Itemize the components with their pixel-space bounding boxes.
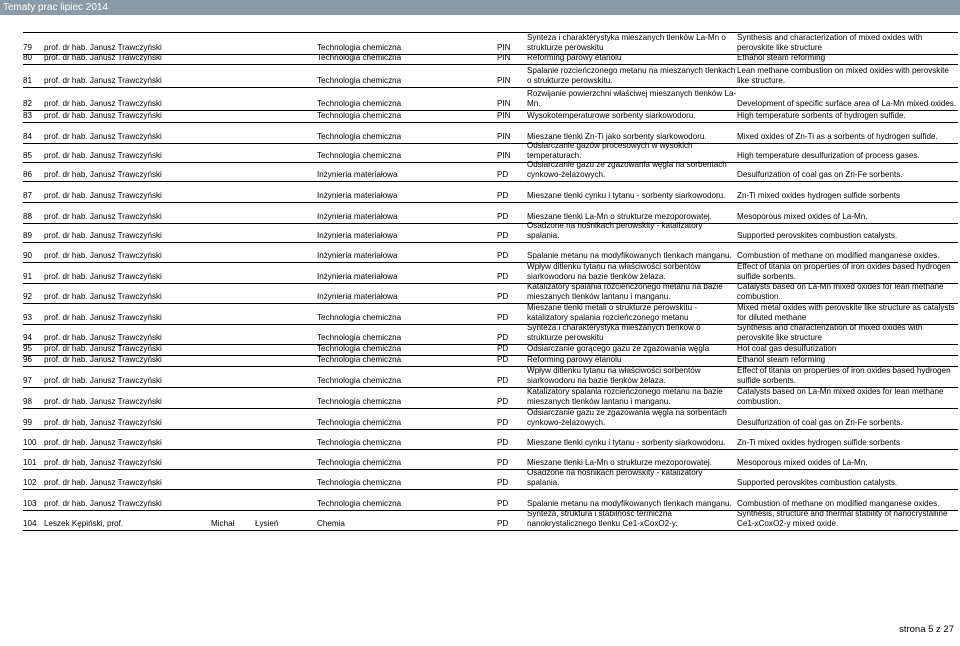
- department: Technologia chemiczna: [317, 76, 402, 86]
- supervisor-name: prof. dr hab. Janusz Trawczyński: [44, 191, 162, 201]
- title-polish: Odsiarczanie gazu ze zgazowania węgla na sorbentach cynkowo-żelazowych.: [527, 160, 727, 180]
- table-row: [23, 263, 958, 284]
- title-english: Development of specific surface area of La-Mn mixed oxides.: [737, 99, 957, 109]
- supervisor-name: prof. dr hab. Janusz Trawczyński: [44, 292, 162, 302]
- page-number: strona 5 z 27: [899, 624, 954, 635]
- title-polish: Reforming parowy etanolu: [527, 53, 622, 63]
- thesis-type: PD: [497, 344, 509, 354]
- thesis-type: PIN: [497, 151, 511, 161]
- title-polish: Spalanie metanu na modyfikowanych tlenkach manganu.: [527, 251, 732, 261]
- thesis-type: PD: [497, 438, 509, 448]
- table-row: [23, 141, 958, 163]
- thesis-type: PD: [497, 191, 509, 201]
- row-number: 90: [23, 251, 33, 261]
- row-number: 80: [23, 53, 33, 63]
- thesis-type: PD: [497, 458, 509, 468]
- topics-table: [23, 32, 958, 531]
- title-english: Supported perovskites combustion catalysts.: [737, 478, 898, 488]
- table-row: [23, 88, 958, 111]
- title-polish: Mieszane tlenki metali o strukturze perowskitu - katalizatory spalania rozcieńczonego metanu: [527, 303, 698, 323]
- supervisor-name: prof. dr hab. Janusz Trawczyński: [44, 53, 162, 63]
- thesis-type: PD: [497, 272, 509, 282]
- title-polish: Synteza i charakterystyka mieszanych tlenków o strukturze perowskitu: [527, 323, 701, 343]
- thesis-type: PD: [497, 355, 509, 365]
- supervisor-name: prof. dr hab. Janusz Trawczyński: [44, 333, 162, 343]
- table-row: [23, 304, 958, 325]
- supervisor-name: prof. dr hab. Janusz Trawczyński: [44, 344, 162, 354]
- row-number: 84: [23, 132, 33, 142]
- thesis-type: PD: [497, 418, 509, 428]
- supervisor-name: prof. dr hab. Janusz Trawczyński: [44, 458, 162, 468]
- table-row: [23, 182, 958, 203]
- title-english: High temperature desulfurization of process gases.: [737, 151, 920, 161]
- thesis-type: PD: [497, 231, 509, 241]
- title-polish: Mieszane tlenki La-Mn o strukturze mezoporowatej.: [527, 458, 712, 468]
- title-english: Supported perovskites combustion catalysts.: [737, 231, 898, 241]
- title-polish: Katalizatory spalania rozcieńczonego metanu na bazie mieszanych tlenków lantanu i manganu.: [527, 387, 723, 407]
- table-row: [23, 55, 958, 65]
- title-english: Synthesis and characterization of mixed oxides with perovskite like structure: [737, 33, 923, 53]
- table-row: [23, 388, 958, 409]
- title-polish: Osadzone na nośnikach perowskity - katalizatory spalania.: [527, 468, 703, 488]
- department: Technologia chemiczna: [317, 499, 402, 509]
- department: Technologia chemiczna: [317, 458, 402, 468]
- title-polish: Mieszane tlenki La-Mn o strukturze mezoporowatej.: [527, 212, 712, 222]
- row-number: 83: [23, 111, 33, 121]
- title-polish: Spalanie metanu na modyfikowanych tlenkach manganu.: [527, 499, 732, 509]
- supervisor-name: prof. dr hab. Janusz Trawczyński: [44, 231, 162, 241]
- document-title: Tematy prac lipiec 2014: [3, 2, 109, 13]
- title-polish: Wpływ ditlenku tytanu na właściwości sorbentów siarkowodoru na bazie tlenków żelaza.: [527, 366, 701, 386]
- department: Technologia chemiczna: [317, 53, 402, 63]
- title-english: Combustion of methane on modified manganese oxides.: [737, 251, 940, 261]
- supervisor-name: prof. dr hab. Janusz Trawczyński: [44, 132, 162, 142]
- title-polish: Osadzone na nośnikach perowskity - katalizatory spalania.: [527, 221, 703, 241]
- supervisor-name: prof. dr hab. Janusz Trawczyński: [44, 111, 162, 121]
- student-first-name: Michał: [211, 519, 235, 529]
- row-number: 91: [23, 272, 33, 282]
- title-polish: Odsiarczanie gorącego gazu ze zgazowania węgla: [527, 344, 710, 354]
- title-polish: Odsiarczanie gazów procesowych w wysokich temperaturach.: [527, 141, 693, 161]
- table-row: [23, 203, 958, 224]
- title-english: Effect of titania on properties of iron oxides based hydrogen sulfide sorbents.: [737, 366, 951, 386]
- table-row: [23, 160, 958, 182]
- department: Technologia chemiczna: [317, 397, 402, 407]
- supervisor-name: prof. dr hab. Janusz Trawczyński: [44, 170, 162, 180]
- table-row: [23, 356, 958, 367]
- thesis-type: PD: [497, 212, 509, 222]
- title-english: Zn-Ti mixed oxides hydrogen sulfide sorbents: [737, 191, 901, 201]
- thesis-type: PD: [497, 313, 509, 323]
- supervisor-name: prof. dr hab. Janusz Trawczyński: [44, 272, 162, 282]
- table-row: [23, 325, 958, 345]
- title-english: Zn-Ti mixed oxides hydrogen sulfide sorbents: [737, 438, 901, 448]
- title-english: Catalysts based on La-Mn mixed oxides for lean methane combustion.: [737, 387, 944, 407]
- title-english: Effect of titania on properties of iron oxides based hydrogen sulfide sorbents.: [737, 262, 951, 282]
- row-number: 101: [23, 458, 37, 468]
- department: Technologia chemiczna: [317, 132, 402, 142]
- title-english: Mixed oxides of Zn-Ti as a sorbents of hydrogen sulfide.: [737, 132, 938, 142]
- title-polish: Mieszane tlenki Zn-Ti jako sorbenty siarkowodoru.: [527, 132, 707, 142]
- title-polish: Reforming parowy etanolu: [527, 355, 622, 365]
- title-polish: Synteza i charakterystyka mieszanych tlenków La-Mn o strukturze perowskitu: [527, 33, 726, 53]
- title-english: Desulfurization of coal gas on Zn-Fe sorbents.: [737, 418, 903, 428]
- supervisor-name: prof. dr hab. Janusz Trawczyński: [44, 478, 162, 488]
- row-number: 104: [23, 519, 37, 529]
- supervisor-name: prof. dr hab. Janusz Trawczyński: [44, 43, 162, 53]
- table-row: [23, 430, 958, 450]
- table-row: [23, 367, 958, 388]
- table-row: [23, 450, 958, 470]
- department: Technologia chemiczna: [317, 438, 402, 448]
- department: Inżynieria materiałowa: [317, 170, 398, 180]
- row-number: 85: [23, 151, 33, 161]
- department: Technologia chemiczna: [317, 333, 402, 343]
- title-english: Ethanol steam reforming: [737, 355, 826, 365]
- table-row: [23, 65, 958, 88]
- document-header-bar: [0, 0, 960, 15]
- title-english: Synthesis, structure and thermal stability of nanocrystalline Ce1-xCoxO2-y mixed oxide.: [737, 509, 948, 529]
- department: Technologia chemiczna: [317, 376, 402, 386]
- supervisor-name: prof. dr hab. Janusz Trawczyński: [44, 99, 162, 109]
- row-number: 88: [23, 212, 33, 222]
- row-number: 82: [23, 99, 33, 109]
- thesis-type: PD: [497, 478, 509, 488]
- thesis-type: PD: [497, 376, 509, 386]
- department: Inżynieria materiałowa: [317, 231, 398, 241]
- thesis-type: PD: [497, 333, 509, 343]
- table-row: [23, 511, 958, 531]
- department: Chemia: [317, 519, 345, 529]
- department: Technologia chemiczna: [317, 313, 402, 323]
- title-polish: Wpływ ditlenku tytanu na właściwości sorbentów siarkowodoru na bazie tlenków żelaza.: [527, 262, 701, 282]
- title-polish: Mieszane tlenki cynku i tytanu - sorbenty siarkowodoru.: [527, 191, 726, 201]
- supervisor-name: prof. dr hab. Janusz Trawczyński: [44, 151, 162, 161]
- department: Inżynieria materiałowa: [317, 191, 398, 201]
- department: Inżynieria materiałowa: [317, 292, 398, 302]
- title-english: Mesoporous mixed oxides of La-Mn.: [737, 458, 868, 468]
- title-polish: Rozwijanie powierzchni właściwej mieszanych tlenków La-Mn.: [527, 89, 737, 109]
- supervisor-name: prof. dr hab. Janusz Trawczyński: [44, 397, 162, 407]
- row-number: 98: [23, 397, 33, 407]
- supervisor-name: prof. dr hab. Janusz Trawczyński: [44, 499, 162, 509]
- row-number: 89: [23, 231, 33, 241]
- table-row: [23, 490, 958, 511]
- table-row: [23, 123, 958, 144]
- department: Technologia chemiczna: [317, 43, 402, 53]
- title-english: Hot coal gas desulfurization: [737, 344, 837, 354]
- title-english: Ethanol steam reforming: [737, 53, 826, 63]
- table-row: [23, 243, 958, 263]
- row-number: 93: [23, 313, 33, 323]
- row-number: 86: [23, 170, 33, 180]
- thesis-type: PD: [497, 499, 509, 509]
- thesis-type: PD: [497, 519, 509, 529]
- title-polish: Spalanie rozcieńczonego metanu na mieszanych tlenkach o strukturze perowskitu.: [527, 66, 736, 86]
- row-number: 99: [23, 418, 33, 428]
- thesis-type: PIN: [497, 99, 511, 109]
- title-english: High temperature sorbents of hydrogen sulfide.: [737, 111, 906, 121]
- supervisor-name: Leszek Kępiński, prof.: [44, 519, 124, 529]
- thesis-type: PD: [497, 251, 509, 261]
- supervisor-name: prof. dr hab. Janusz Trawczyński: [44, 76, 162, 86]
- title-polish: Wysokotemperaturowe sorbenty siarkowodoru.: [527, 111, 696, 121]
- thesis-type: PD: [497, 170, 509, 180]
- row-number: 87: [23, 191, 33, 201]
- title-english: Lean methane combustion on mixed oxides with perovskite like structure.: [737, 66, 949, 86]
- department: Inżynieria materiałowa: [317, 212, 398, 222]
- table-row: [23, 32, 958, 55]
- department: Technologia chemiczna: [317, 478, 402, 488]
- title-polish: Synteza, struktura i stabilność termiczna nanokrystalicznego tlenku Ce1-xCoxO2-y.: [527, 509, 678, 529]
- thesis-type: PD: [497, 292, 509, 302]
- title-english: Mixed metal oxides with perovskite like structure as catalysts for diluted methane: [737, 303, 955, 323]
- row-number: 100: [23, 438, 37, 448]
- row-number: 95: [23, 344, 33, 354]
- row-number: 103: [23, 499, 37, 509]
- table-row: [23, 470, 958, 490]
- supervisor-name: prof. dr hab. Janusz Trawczyński: [44, 438, 162, 448]
- row-number: 96: [23, 355, 33, 365]
- department: Inżynieria materiałowa: [317, 272, 398, 282]
- title-english: Catalysts based on La-Mn mixed oxides for lean methane combustion.: [737, 282, 944, 302]
- department: Technologia chemiczna: [317, 99, 402, 109]
- thesis-type: PIN: [497, 76, 511, 86]
- row-number: 94: [23, 333, 33, 343]
- title-polish: Mieszane tlenki cynku i tytanu - sorbenty siarkowodoru.: [527, 438, 726, 448]
- supervisor-name: prof. dr hab. Janusz Trawczyński: [44, 212, 162, 222]
- title-english: Synthesis and characterization of mixed oxides with perovskite like structure: [737, 323, 923, 343]
- table-row: [23, 111, 958, 123]
- student-surname: Łysień: [255, 519, 279, 529]
- department: Technologia chemiczna: [317, 355, 402, 365]
- department: Technologia chemiczna: [317, 151, 402, 161]
- department: Technologia chemiczna: [317, 111, 402, 121]
- supervisor-name: prof. dr hab. Janusz Trawczyński: [44, 313, 162, 323]
- title-english: Desulfurization of coal gas on Zn-Fe sorbents.: [737, 170, 903, 180]
- department: Inżynieria materiałowa: [317, 251, 398, 261]
- thesis-type: PIN: [497, 53, 511, 63]
- row-number: 81: [23, 76, 33, 86]
- supervisor-name: prof. dr hab. Janusz Trawczyński: [44, 251, 162, 261]
- row-number: 102: [23, 478, 37, 488]
- title-english: Mesoporous mixed oxides of La-Mn.: [737, 212, 868, 222]
- supervisor-name: prof. dr hab. Janusz Trawczyński: [44, 418, 162, 428]
- table-row: [23, 284, 958, 304]
- supervisor-name: prof. dr hab. Janusz Trawczyński: [44, 355, 162, 365]
- row-number: 97: [23, 376, 33, 386]
- table-row: [23, 409, 958, 430]
- title-polish: Odsiarczanie gazu ze zgazowania węgla na sorbentach cynkowo-żelazowych.: [527, 408, 727, 428]
- row-number: 92: [23, 292, 33, 302]
- thesis-type: PD: [497, 397, 509, 407]
- thesis-type: PIN: [497, 132, 511, 142]
- supervisor-name: prof. dr hab. Janusz Trawczyński: [44, 376, 162, 386]
- thesis-type: PIN: [497, 43, 511, 53]
- title-english: Combustion of methane on modified manganese oxides.: [737, 499, 940, 509]
- title-polish: Katalizatory spalania rozcieńczonego metanu na bazie mieszanych tlenków lantanu i manganu.: [527, 282, 723, 302]
- department: Technologia chemiczna: [317, 418, 402, 428]
- department: Technologia chemiczna: [317, 344, 402, 354]
- row-number: 79: [23, 43, 33, 53]
- table-row: [23, 221, 958, 243]
- thesis-type: PIN: [497, 111, 511, 121]
